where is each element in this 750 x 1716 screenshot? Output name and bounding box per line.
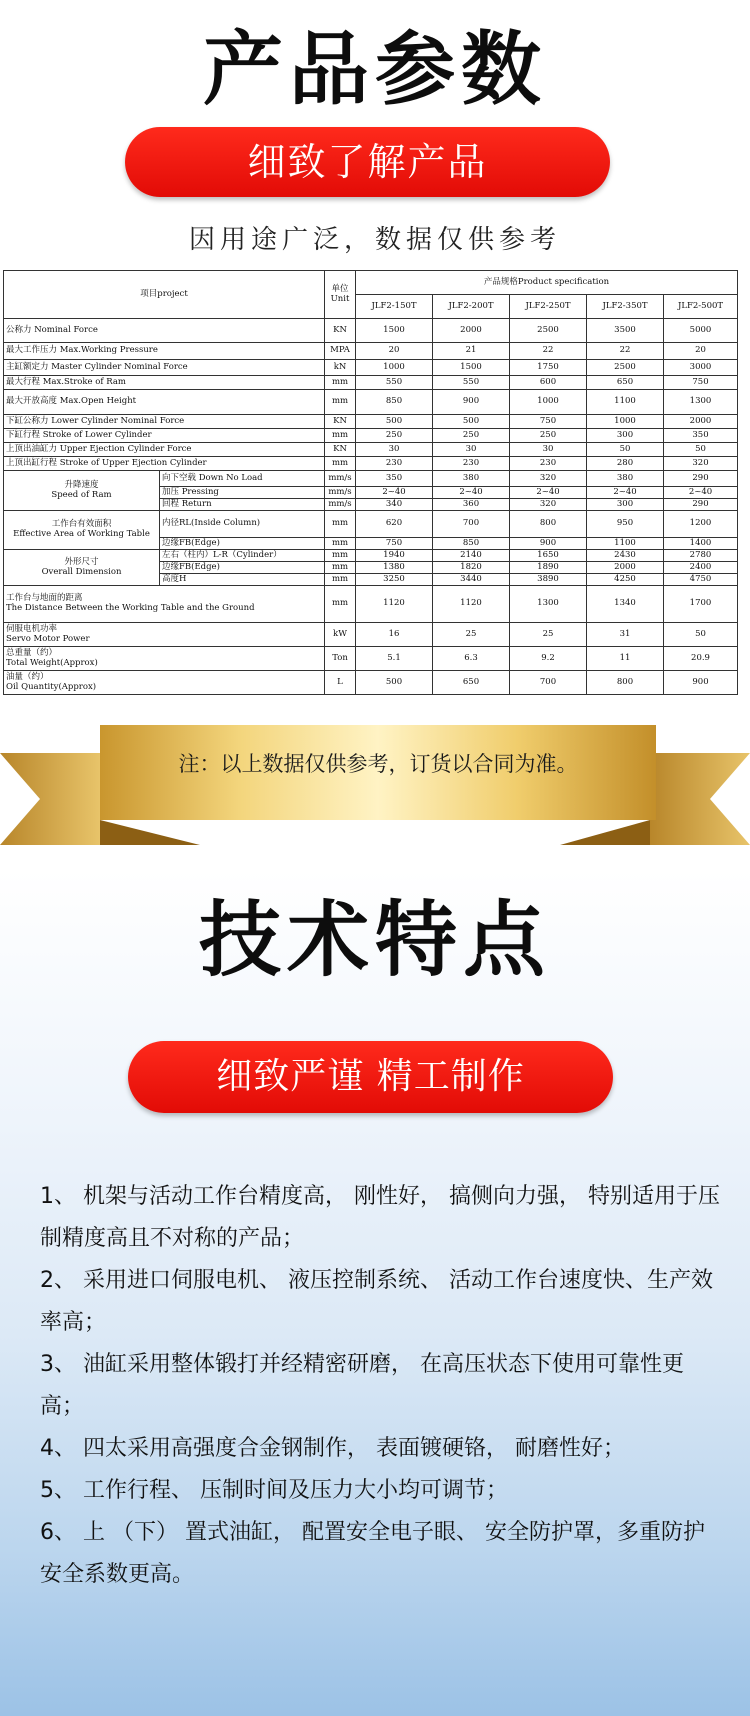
value-cell: 4250 (587, 574, 664, 586)
table-row (4, 550, 738, 562)
unit-cell: KN (325, 415, 356, 429)
value-cell: 2000 (587, 562, 664, 574)
value-cell: 320 (510, 471, 587, 487)
value-cell: 290 (664, 499, 738, 511)
value-cell: 1380 (356, 562, 433, 574)
row-label: 高度H (160, 574, 325, 586)
value-cell: 1300 (664, 390, 738, 415)
value-cell: 340 (356, 499, 433, 511)
table-row (4, 360, 738, 376)
value-cell: 22 (587, 343, 664, 360)
value-cell: 250 (356, 429, 433, 443)
row-label: 上顶出缸行程 Stroke of Upper Ejection Cylinder (4, 457, 325, 471)
unit-cell: mm (325, 550, 356, 562)
table-row (4, 415, 738, 429)
unit-cell: mm (325, 429, 356, 443)
value-cell: 320 (510, 499, 587, 511)
note-text: 注：以上数据仅供参考，订货以合同为准。 (178, 752, 578, 776)
unit-cell: mm (325, 457, 356, 471)
value-cell: 230 (356, 457, 433, 471)
tech-title: 技术特点 (198, 893, 551, 988)
value-cell: 850 (433, 538, 510, 550)
value-cell: 2~40 (664, 487, 738, 499)
value-cell: 1100 (587, 538, 664, 550)
row-label: 边缘FB(Edge) (160, 538, 325, 550)
row-label-cn: 油量（约） (6, 671, 49, 682)
row-label-en: Total Weight(Approx) (6, 657, 98, 668)
unit-cell: KN (325, 443, 356, 457)
value-cell: 30 (433, 443, 510, 457)
value-cell: 2000 (664, 415, 738, 429)
value-cell: 1200 (664, 511, 738, 538)
value-cell: 380 (433, 471, 510, 487)
header-unit: 单位 Unit (325, 271, 356, 319)
model-header: JLF2-350T (587, 295, 664, 319)
value-cell: 11 (587, 647, 664, 671)
unit-cell: KN (325, 319, 356, 343)
table-row (4, 671, 738, 695)
value-cell: 9.2 (510, 647, 587, 671)
value-cell: 2430 (587, 550, 664, 562)
value-cell: 250 (510, 429, 587, 443)
table-row (4, 471, 738, 487)
unit-cell: mm (325, 390, 356, 415)
unit-cell: mm (325, 562, 356, 574)
value-cell: 2500 (587, 360, 664, 376)
row-label-cn: 伺服电机功率 (6, 623, 58, 634)
model-header: JLF2-150T (356, 295, 433, 319)
value-cell: 4750 (664, 574, 738, 586)
value-cell: 1000 (510, 390, 587, 415)
value-cell: 22 (510, 343, 587, 360)
value-cell: 2~40 (510, 487, 587, 499)
value-cell: 2500 (510, 319, 587, 343)
value-cell: 1000 (587, 415, 664, 429)
value-cell: 30 (510, 443, 587, 457)
value-cell: 5000 (664, 319, 738, 343)
value-cell: 230 (510, 457, 587, 471)
value-cell: 1940 (356, 550, 433, 562)
value-cell: 3000 (664, 360, 738, 376)
table-row (4, 511, 738, 538)
value-cell: 550 (356, 376, 433, 390)
value-cell: 900 (510, 538, 587, 550)
value-cell: 25 (433, 623, 510, 647)
row-label: 下缸行程 Stroke of Lower Cylinder (4, 429, 325, 443)
value-cell: 250 (433, 429, 510, 443)
params-title: 产品参数 (203, 23, 547, 116)
value-cell: 3890 (510, 574, 587, 586)
row-label: 上顶出油缸力 Upper Ejection Cylinder Force (4, 443, 325, 457)
value-cell: 1890 (510, 562, 587, 574)
row-label: 主缸额定力 Master Cylinder Nominal Force (4, 360, 325, 376)
value-cell: 290 (664, 471, 738, 487)
value-cell: 2~40 (356, 487, 433, 499)
unit-cell: kW (325, 623, 356, 647)
value-cell: 1500 (433, 360, 510, 376)
value-cell: 380 (587, 471, 664, 487)
value-cell: 1700 (664, 586, 738, 623)
value-cell: 1120 (433, 586, 510, 623)
value-cell: 1820 (433, 562, 510, 574)
value-cell: 620 (356, 511, 433, 538)
value-cell: 230 (433, 457, 510, 471)
value-cell: 350 (664, 429, 738, 443)
row-label-en: Oil Quantity(Approx) (6, 681, 97, 692)
value-cell: 5.1 (356, 647, 433, 671)
value-cell: 2400 (664, 562, 738, 574)
value-cell: 280 (587, 457, 664, 471)
row-label: 公称力 Nominal Force (4, 319, 325, 343)
value-cell: 2~40 (433, 487, 510, 499)
feature-item: 5、 工作行程、 压制时间及压力大小均可调节； (40, 1478, 508, 1503)
feature-list (40, 1176, 720, 1596)
value-cell: 1340 (587, 586, 664, 623)
group-label-cn: 升降速度 (64, 479, 99, 490)
table-row (4, 443, 738, 457)
feature-item: 6、 上 （下） 置式油缸， 配置安全电子眼、 安全防护罩，多重防护安全系数更高。 (40, 1520, 705, 1587)
params-subtitle: 因用途广泛，数据仅供参考 (188, 225, 561, 255)
table-row (4, 647, 738, 671)
table-row (4, 376, 738, 390)
value-cell: 320 (664, 457, 738, 471)
value-cell: 1750 (510, 360, 587, 376)
value-cell: 3250 (356, 574, 433, 586)
value-cell: 1650 (510, 550, 587, 562)
table-row (4, 390, 738, 415)
value-cell: 700 (510, 671, 587, 695)
value-cell: 21 (433, 343, 510, 360)
value-cell: 300 (587, 499, 664, 511)
feature-item: 3、 油缸采用整体锻打并经精密研磨， 在高压状态下使用可靠性更高； (40, 1352, 684, 1419)
feature-item: 2、 采用进口伺服电机、 液压控制系统、 活动工作台速度快、生产效率高； (40, 1268, 713, 1335)
model-header: JLF2-200T (433, 295, 510, 319)
value-cell: 750 (664, 376, 738, 390)
value-cell: 900 (433, 390, 510, 415)
value-cell: 650 (587, 376, 664, 390)
value-cell: 500 (356, 671, 433, 695)
row-label (4, 647, 325, 671)
unit-cell: kN (325, 360, 356, 376)
row-label: 左右（柱内）L-R（Cylinder） (160, 550, 325, 562)
row-label: 边缘FB(Edge) (160, 562, 325, 574)
value-cell: 20 (356, 343, 433, 360)
gold-ribbon (0, 725, 750, 845)
row-label-en: Servo Motor Power (6, 633, 90, 644)
value-cell: 500 (356, 415, 433, 429)
value-cell: 350 (356, 471, 433, 487)
row-label: 最大工作压力 Max.Working Pressure (4, 343, 325, 360)
value-cell: 800 (587, 671, 664, 695)
group-label (4, 511, 160, 550)
table-row (4, 343, 738, 360)
header-project: 项目project (4, 271, 325, 319)
value-cell: 20 (664, 343, 738, 360)
row-label: 下缸公称力 Lower Cylinder Nominal Force (4, 415, 325, 429)
value-cell: 2780 (664, 550, 738, 562)
header-spec: 产品规格Product specification (356, 271, 738, 295)
value-cell: 1400 (664, 538, 738, 550)
unit-cell: mm (325, 376, 356, 390)
value-cell: 50 (664, 623, 738, 647)
group-label-en: Speed of Ram (51, 489, 112, 500)
unit-cell: mm (325, 538, 356, 550)
unit-cell: mm (325, 511, 356, 538)
table-row (4, 457, 738, 471)
value-cell: 700 (433, 511, 510, 538)
value-cell: 550 (433, 376, 510, 390)
row-label: 回程 Return (160, 499, 325, 511)
row-label-cn: 总重量（约） (6, 647, 58, 658)
value-cell: 750 (510, 415, 587, 429)
table-row (4, 586, 738, 623)
unit-cell: Ton (325, 647, 356, 671)
value-cell: 950 (587, 511, 664, 538)
unit-cell: L (325, 671, 356, 695)
value-cell: 1000 (356, 360, 433, 376)
row-label (4, 671, 325, 695)
value-cell: 2000 (433, 319, 510, 343)
row-label: 内径RL(Inside Column) (160, 511, 325, 538)
row-label-en: The Distance Between the Working Table and the Ground (6, 603, 255, 613)
value-cell: 30 (356, 443, 433, 457)
value-cell: 300 (587, 429, 664, 443)
unit-cell: mm (325, 586, 356, 623)
value-cell: 750 (356, 538, 433, 550)
value-cell: 1300 (510, 586, 587, 623)
value-cell: 50 (664, 443, 738, 457)
params-pill: 细致了解产品 (125, 127, 610, 197)
feature-item: 4、 四太采用高强度合金钢制作， 表面镀硬铬， 耐磨性好； (40, 1436, 625, 1461)
row-label: 向下空载 Down No Load (160, 471, 325, 487)
value-cell: 650 (433, 671, 510, 695)
model-header: JLF2-500T (664, 295, 738, 319)
table-row (4, 319, 738, 343)
table-row (4, 429, 738, 443)
row-label: 加压 Pressing (160, 487, 325, 499)
row-label (4, 586, 325, 623)
value-cell: 900 (664, 671, 738, 695)
value-cell: 360 (433, 499, 510, 511)
value-cell: 3440 (433, 574, 510, 586)
unit-cell: MPA (325, 343, 356, 360)
value-cell: 3500 (587, 319, 664, 343)
row-label (4, 623, 325, 647)
group-label-cn: 外形尺寸 (64, 556, 99, 567)
value-cell: 600 (510, 376, 587, 390)
value-cell: 2~40 (587, 487, 664, 499)
value-cell: 500 (433, 415, 510, 429)
group-label-en: Overall Dimension (41, 566, 122, 577)
unit-cell: mm (325, 574, 356, 586)
spec-table (3, 270, 738, 695)
group-label (4, 550, 160, 586)
value-cell: 2140 (433, 550, 510, 562)
value-cell: 31 (587, 623, 664, 647)
feature-item: 1、 机架与活动工作台精度高， 刚性好， 搞侧向力强， 特别适用于压制精度高且不对称的产品； (40, 1184, 720, 1251)
group-label-cn: 工作台有效面积 (51, 519, 112, 530)
value-cell: 25 (510, 623, 587, 647)
value-cell: 1100 (587, 390, 664, 415)
value-cell: 1120 (356, 586, 433, 623)
group-label (4, 471, 160, 511)
value-cell: 20.9 (664, 647, 738, 671)
row-label: 最大行程 Max.Stroke of Ram (4, 376, 325, 390)
row-label: 最大开放高度 Max.Open Height (4, 390, 325, 415)
model-header: JLF2-250T (510, 295, 587, 319)
table-row (4, 623, 738, 647)
value-cell: 16 (356, 623, 433, 647)
tech-pill: 细致严谨 精工制作 (128, 1041, 613, 1113)
value-cell: 6.3 (433, 647, 510, 671)
value-cell: 800 (510, 511, 587, 538)
unit-cell: mm/s (325, 471, 356, 487)
value-cell: 50 (587, 443, 664, 457)
value-cell: 1500 (356, 319, 433, 343)
row-label-cn: 工作台与地面的距离 (6, 593, 83, 604)
group-label-en: Effective Area of Working Table (13, 529, 150, 539)
value-cell: 850 (356, 390, 433, 415)
unit-cell: mm/s (325, 499, 356, 511)
unit-cell: mm/s (325, 487, 356, 499)
